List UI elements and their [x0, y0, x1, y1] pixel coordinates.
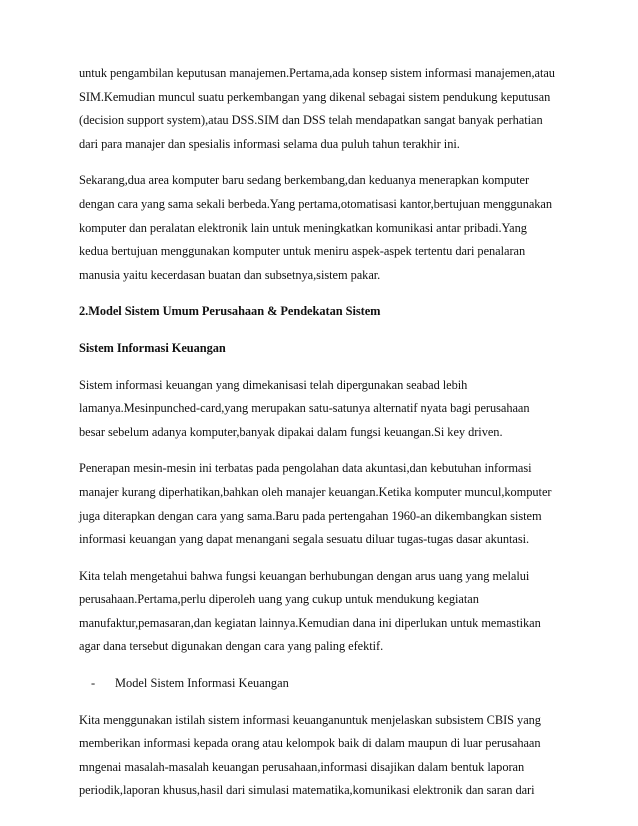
text-line: (decision support system),atau DSS.SIM dan DSS telah mendapatkan sangat banyak perhatian	[79, 113, 543, 128]
text-line: juga diterapkan dengan cara yang sama.Baru pada pertengahan 1960-an dikembangkan sistem	[79, 508, 542, 523]
bullet-text: Model Sistem Informasi Keuangan	[115, 676, 289, 691]
bullet-item	[79, 672, 563, 696]
text-line: Kita menggunakan istilah sistem informasi keuanganuntuk menjelaskan subsistem CBIS yang	[79, 712, 541, 727]
text-line: Sistem informasi keuangan yang dimekanisasi telah dipergunakan seabad lebih	[79, 377, 468, 392]
subsection-heading-text: Sistem Informasi Keuangan	[79, 340, 226, 355]
text-line: mngenai masalah-masalah keuangan perusahaan,informasi disajikan dalam bentuk laporan	[79, 759, 525, 774]
text-line: perusahaan.Pertama,perlu diperoleh uang yang cukup untuk mendukung kegiatan	[79, 592, 479, 607]
text-line: informasi keuangan yang dapat menangani segala sesuatu diluar tugas-tugas dasar akuntasi.	[79, 532, 530, 547]
text-line: Kita telah mengetahui bahwa fungsi keuangan berhubungan dengan arus uang yang melalui	[79, 568, 530, 583]
text-line: periodik,laporan khusus,hasil dari simulasi matematika,komunikasi elektronik dan saran dari	[79, 783, 535, 798]
text-line: komputer dan peralatan elektronik lain untuk meningkatkan komunikasi antar pribadi.Yang	[79, 220, 527, 235]
paragraph-money-flow	[79, 565, 563, 659]
text-line: agar dana tersebut digunakan dengan cara yang paling efektif.	[79, 639, 384, 654]
section-heading	[79, 300, 563, 324]
text-line: dari para manajer dan spesialis informasi selama dua puluh tahun terakhir ini.	[79, 136, 460, 151]
text-line: Penerapan mesin-mesin ini terbatas pada pengolahan data akuntasi,dan kebutuhan informasi	[79, 461, 532, 476]
text-line: manufaktur,pemasaran,dan kegiatan lainnya.Kemudian dana ini diperlukan untuk memastikan	[79, 615, 541, 630]
text-line: besar sebelum adanya komputer,banyak dipakai dalam fungsi keuangan.Si key driven.	[79, 424, 503, 439]
section-heading-text: 2.Model Sistem Umum Perusahaan & Pendekatan Sistem	[79, 304, 381, 319]
paragraph-machine-application	[79, 457, 563, 551]
paragraph-financial-is-definition	[79, 709, 563, 803]
paragraph-financial-history	[79, 374, 563, 445]
text-line: manusia yaitu kecerdasan buatan dan subsetnya,sistem pakar.	[79, 267, 381, 282]
text-line: untuk pengambilan keputusan manajemen.Pertama,ada konsep sistem informasi manajemen,atau	[79, 66, 555, 80]
text-line: memberikan informasi kepada orang atau kelompok baik di dalam maupun di luar perusahaan	[79, 736, 541, 751]
paragraph-intro-continuation	[79, 62, 563, 156]
text-line: SIM.Kemudian muncul suatu perkembangan yang dikenal sebagai sistem pendukung keputusan	[79, 89, 551, 104]
paragraph-new-computer-areas	[79, 169, 563, 287]
text-line: kedua bertujuan menggunakan komputer untuk meniru aspek-aspek tertentu dari penalaran	[79, 244, 526, 259]
text-line: Sekarang,dua area komputer baru sedang berkembang,dan keduanya menerapkan komputer	[79, 173, 530, 188]
bullet-dash: -	[91, 676, 96, 691]
subsection-heading	[79, 337, 563, 361]
document-page	[79, 62, 563, 816]
text-line: manajer kurang diperhatikan,bahkan oleh manajer keuangan.Ketika komputer muncul,komputer	[79, 484, 552, 499]
text-line: dengan cara yang sama sekali berbeda.Yang pertama,otomatisasi kantor,bertujuan menggunakan	[79, 196, 553, 211]
text-line: lamanya.Mesinpunched-card,yang merupakan satu-satunya alternatif nyata bagi perusahaan	[79, 401, 530, 416]
